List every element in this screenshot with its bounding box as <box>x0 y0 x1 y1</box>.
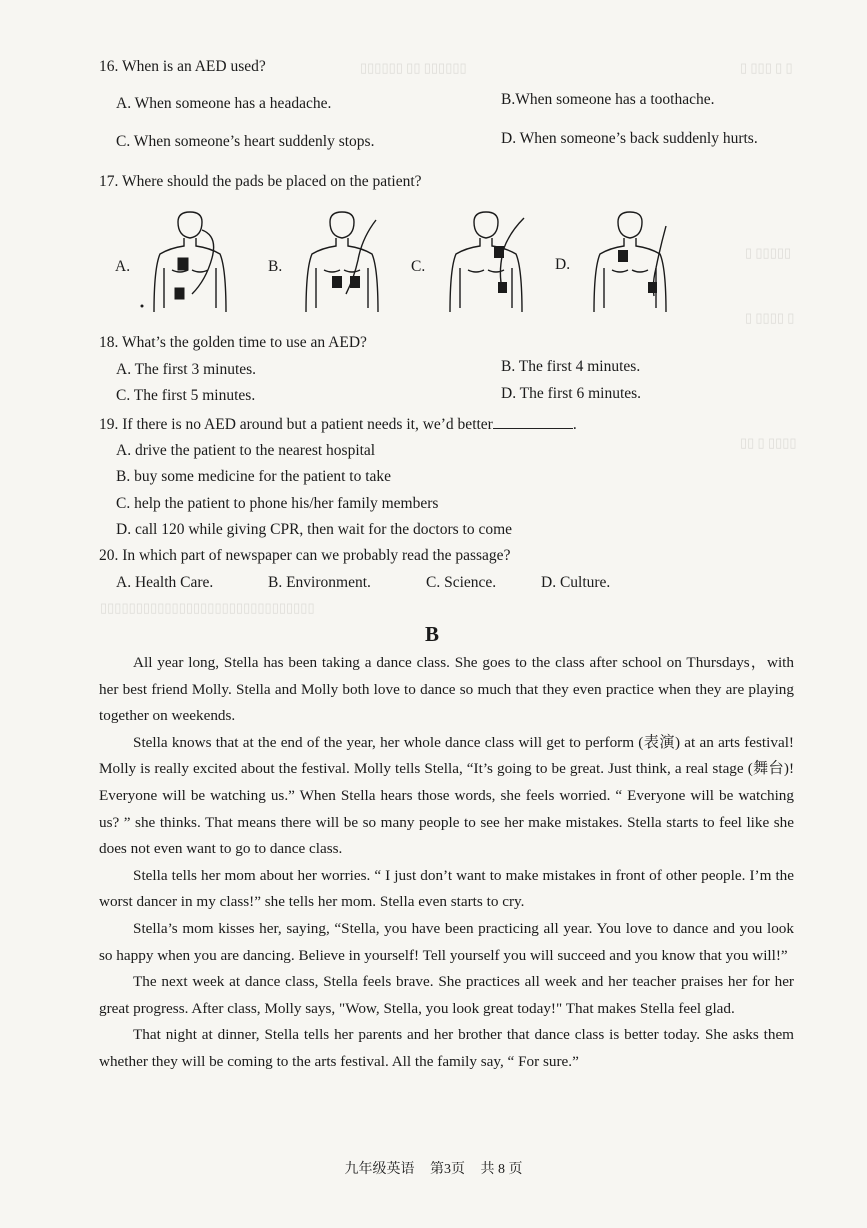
passage <box>99 650 794 1076</box>
q17-number: 17. <box>99 173 119 190</box>
bleed-through-decoration: ▯▯ ▯ ▯▯▯▯ <box>740 435 797 450</box>
q17-stem <box>99 173 422 191</box>
q17-option-b-label[interactable]: B. <box>268 258 283 275</box>
passage-paragraph-4: Stella’s mom kisses her, saying, “Stella, you have been practicing all year. You love to dance and you look so happy when you are dancing. Believe in yourself! Tell yourself you will succeed and you know that you will!” <box>99 919 794 964</box>
q16-stem <box>99 58 266 76</box>
bleed-through-decoration: ▯▯▯▯▯▯▯▯▯▯▯▯▯▯▯▯▯▯▯▯▯▯▯▯▯▯▯▯▯▯ <box>100 600 315 615</box>
passage-paragraph-2: Stella knows that at the end of the year, her whole dance class will get to perform (表演) at an arts festival! Molly is really excited about the festival. Molly tells Stella, “It’s going to be great. Just think, a real stage (舞台)! Everyone will be watching us.” When Stella hears those words, she feels worried. “ Everyone will be watching us? ” she thinks. That means there will be so many people to see her make mistakes. Stella starts to feel like she does not even want to go to dance class. <box>99 733 794 858</box>
q17-option-d-label[interactable]: D. <box>555 256 571 273</box>
q16-option-c[interactable]: C. When someone’s heart suddenly stops. <box>116 133 375 150</box>
q18-stem <box>99 334 367 352</box>
bleed-through-decoration: ▯ ▯▯▯▯▯ <box>745 245 792 260</box>
q17-option-a-label[interactable]: A. <box>115 258 131 275</box>
q18-number: 18. <box>99 334 119 351</box>
footer-total-pages: 共 8 页 <box>480 1162 523 1177</box>
q19-option-d[interactable]: D. call 120 while giving CPR, then wait for the doctors to come <box>116 521 513 538</box>
q19-option-c[interactable]: C. help the patient to phone his/her family members <box>116 495 439 512</box>
q19-option-b[interactable]: B. buy some medicine for the patient to take <box>116 468 392 485</box>
bleed-through-decoration: ▯ ▯▯▯ ▯ ▯ <box>740 60 793 75</box>
q20-text: In which part of newspaper can we probably read the passage? <box>122 547 511 564</box>
q18-option-a[interactable]: A. The first 3 minutes. <box>116 361 257 378</box>
q17-option-a-torso-figure <box>140 208 240 318</box>
q20-number: 20. <box>99 547 119 564</box>
q16-option-d[interactable]: D. When someone’s back suddenly hurts. <box>501 130 758 147</box>
q19-text: If there is no AED around but a patient needs it, we’d better <box>122 416 493 433</box>
bleed-through-decoration: ▯ ▯▯▯▯ ▯ <box>745 310 795 325</box>
bleed-through-decoration: ▯▯▯▯▯▯ ▯▯ ▯▯▯▯▯▯ <box>360 60 467 75</box>
q19-answer-blank[interactable] <box>493 415 573 429</box>
q19-stem-end: . <box>572 416 577 433</box>
q16-option-a[interactable]: A. When someone has a headache. <box>116 95 332 112</box>
q20-option-a[interactable]: A. Health Care. <box>116 574 214 591</box>
passage-paragraph-1: All year long, Stella has been taking a dance class. She goes to the class after school on Thursdays，with her best friend Molly. Stella and Molly both love to dance so much that they even practice when they are playing together on weekends. <box>99 654 794 725</box>
q17-option-c-label[interactable]: C. <box>411 258 426 275</box>
q17-option-d-torso-figure <box>580 208 680 318</box>
q17-option-c-torso-figure <box>436 208 536 318</box>
q19-stem <box>99 415 577 434</box>
q20-option-c[interactable]: C. Science. <box>426 574 497 591</box>
q19-option-a[interactable]: A. drive the patient to the nearest hospital <box>116 442 376 459</box>
q16-text: When is an AED used? <box>121 58 266 75</box>
passage-paragraph-5: The next week at dance class, Stella feels brave. She practices all week and her teacher praises her for her great progress. After class, Molly says, "Wow, Stella, you look great today!" That makes Stella feel glad. <box>99 973 794 1017</box>
passage-paragraph-3: Stella tells her mom about her worries. “ I just don’t want to make mistakes in front of other people. I’m the worst dancer in my class!” she tells her mom. Stella even starts to cry. <box>99 866 794 911</box>
passage-paragraph-6: That night at dinner, Stella tells her parents and her brother that dance class is better today. She asks them whether they will be coming to the arts festival. All the family say, “ For sure.” <box>99 1026 794 1070</box>
q20-option-d[interactable]: D. Culture. <box>541 574 611 591</box>
q16-option-b[interactable]: B.When someone has a toothache. <box>501 91 715 108</box>
q18-option-c[interactable]: C. The first 5 minutes. <box>116 387 256 404</box>
q19-number: 19. <box>99 416 119 433</box>
q16-number: 16. <box>99 58 119 75</box>
q20-stem <box>99 547 510 565</box>
q20-option-b[interactable]: B. Environment. <box>268 574 371 591</box>
footer-course: 九年级英语 <box>344 1162 415 1177</box>
q18-option-b[interactable]: B. The first 4 minutes. <box>501 358 641 375</box>
section-title: B <box>425 622 440 646</box>
q17-text: Where should the pads be placed on the patient? <box>121 173 422 190</box>
page-footer <box>0 1158 867 1178</box>
q18-option-d[interactable]: D. The first 6 minutes. <box>501 385 642 402</box>
q18-text: What’s the golden time to use an AED? <box>121 334 367 351</box>
q17-option-b-torso-figure <box>292 208 392 318</box>
footer-page-number: 第3页 <box>430 1162 465 1177</box>
